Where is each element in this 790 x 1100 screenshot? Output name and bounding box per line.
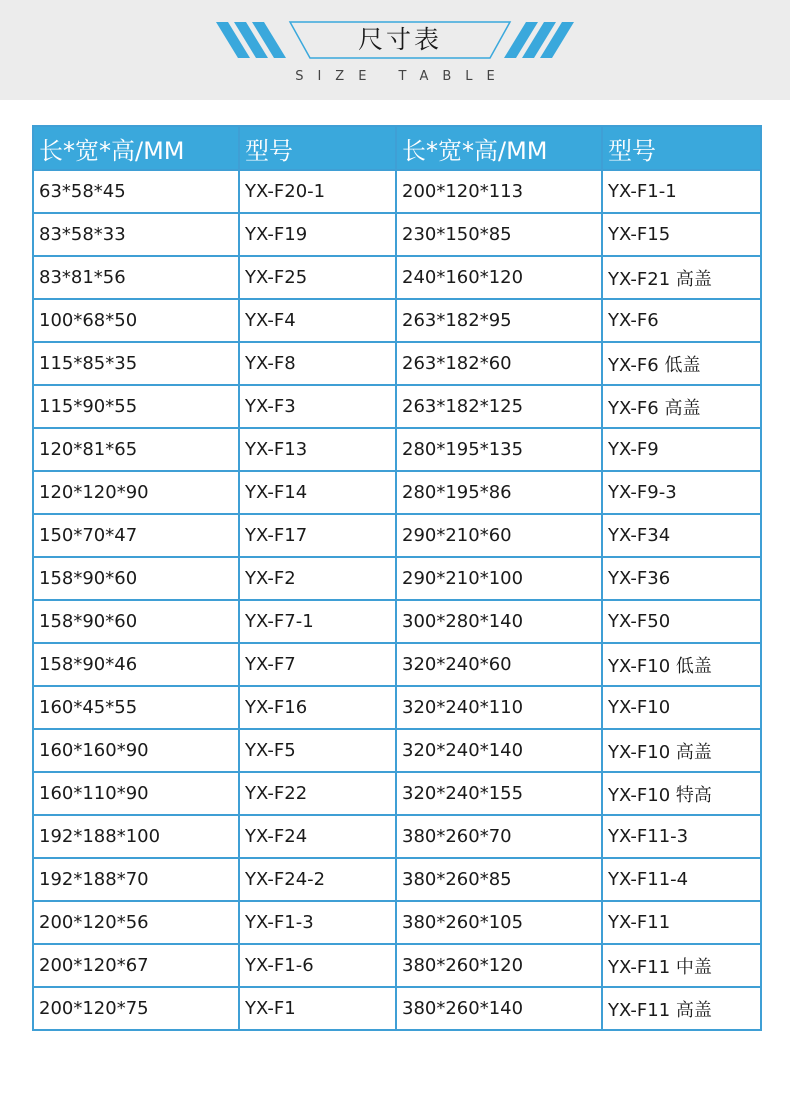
table-row — [33, 729, 761, 772]
title-banner — [0, 0, 790, 100]
header-model-left: 型号 — [239, 126, 396, 170]
model-cell: YX-F1-1 — [602, 170, 761, 213]
page-title: 尺寸表 — [357, 25, 442, 54]
model-cell: YX-F9-3 — [602, 471, 761, 514]
model-cell: YX-F13 — [239, 428, 396, 471]
dimensions-cell: 280*195*135 — [396, 428, 602, 471]
table-row — [33, 772, 761, 815]
dimensions-cell: 380*260*140 — [396, 987, 602, 1030]
size-table — [32, 125, 762, 1031]
dimensions-cell: 380*260*85 — [396, 858, 602, 901]
dimensions-cell: 320*240*155 — [396, 772, 602, 815]
model-cell: YX-F19 — [239, 213, 396, 256]
model-cell: YX-F16 — [239, 686, 396, 729]
model-cell: YX-F8 — [239, 342, 396, 385]
header-model-right: 型号 — [602, 126, 761, 170]
table-row — [33, 213, 761, 256]
model-cell: YX-F11-3 — [602, 815, 761, 858]
table-header — [33, 126, 761, 170]
model-cell: YX-F11 — [602, 901, 761, 944]
table-row — [33, 557, 761, 600]
model-cell: YX-F1 — [239, 987, 396, 1030]
table-row — [33, 256, 761, 299]
dimensions-cell: 263*182*60 — [396, 342, 602, 385]
model-cell: YX-F50 — [602, 600, 761, 643]
dimensions-cell: 158*90*60 — [33, 600, 239, 643]
dimensions-cell: 320*240*60 — [396, 643, 602, 686]
header-dimensions-left: 长*宽*高/MM — [33, 126, 239, 170]
dimensions-cell: 160*45*55 — [33, 686, 239, 729]
dimensions-cell: 263*182*95 — [396, 299, 602, 342]
dimensions-cell: 160*110*90 — [33, 772, 239, 815]
dimensions-cell: 100*68*50 — [33, 299, 239, 342]
table-row — [33, 815, 761, 858]
dimensions-cell: 300*280*140 — [396, 600, 602, 643]
model-cell: YX-F22 — [239, 772, 396, 815]
table-row — [33, 987, 761, 1030]
model-cell: YX-F10 低盖 — [602, 643, 761, 686]
table-row — [33, 471, 761, 514]
model-cell: YX-F7-1 — [239, 600, 396, 643]
model-cell: YX-F6 — [602, 299, 761, 342]
model-cell: YX-F5 — [239, 729, 396, 772]
model-cell: YX-F1-3 — [239, 901, 396, 944]
model-cell: YX-F9 — [602, 428, 761, 471]
table-row — [33, 600, 761, 643]
model-cell: YX-F6 低盖 — [602, 342, 761, 385]
dimensions-cell: 160*160*90 — [33, 729, 239, 772]
model-cell: YX-F14 — [239, 471, 396, 514]
dimensions-cell: 83*58*33 — [33, 213, 239, 256]
model-cell: YX-F34 — [602, 514, 761, 557]
dimensions-cell: 192*188*70 — [33, 858, 239, 901]
model-cell: YX-F7 — [239, 643, 396, 686]
dimensions-cell: 380*260*70 — [396, 815, 602, 858]
table-row — [33, 643, 761, 686]
model-cell: YX-F17 — [239, 514, 396, 557]
model-cell: YX-F11-4 — [602, 858, 761, 901]
dimensions-cell: 158*90*46 — [33, 643, 239, 686]
dimensions-cell: 290*210*100 — [396, 557, 602, 600]
header-row — [33, 126, 761, 170]
dimensions-cell: 150*70*47 — [33, 514, 239, 557]
dimensions-cell: 83*81*56 — [33, 256, 239, 299]
dimensions-cell: 280*195*86 — [396, 471, 602, 514]
model-cell: YX-F15 — [602, 213, 761, 256]
dimensions-cell: 230*150*85 — [396, 213, 602, 256]
model-cell: YX-F2 — [239, 557, 396, 600]
dimensions-cell: 115*85*35 — [33, 342, 239, 385]
table-row — [33, 858, 761, 901]
dimensions-cell: 200*120*67 — [33, 944, 239, 987]
table-body — [33, 170, 761, 1030]
model-cell: YX-F4 — [239, 299, 396, 342]
model-cell: YX-F6 高盖 — [602, 385, 761, 428]
table-row — [33, 901, 761, 944]
table-row — [33, 385, 761, 428]
model-cell: YX-F10 — [602, 686, 761, 729]
model-cell: YX-F36 — [602, 557, 761, 600]
table-row — [33, 342, 761, 385]
dimensions-cell: 120*120*90 — [33, 471, 239, 514]
model-cell: YX-F25 — [239, 256, 396, 299]
table-row — [33, 944, 761, 987]
table-row — [33, 686, 761, 729]
model-cell: YX-F11 中盖 — [602, 944, 761, 987]
model-cell: YX-F21 高盖 — [602, 256, 761, 299]
dimensions-cell: 240*160*120 — [396, 256, 602, 299]
dimensions-cell: 380*260*105 — [396, 901, 602, 944]
dimensions-cell: 120*81*65 — [33, 428, 239, 471]
dimensions-cell: 263*182*125 — [396, 385, 602, 428]
table-row — [33, 428, 761, 471]
model-cell: YX-F11 高盖 — [602, 987, 761, 1030]
page-subtitle: SIZE TABLE — [295, 69, 509, 84]
dimensions-cell: 158*90*60 — [33, 557, 239, 600]
table-row — [33, 299, 761, 342]
dimensions-cell: 115*90*55 — [33, 385, 239, 428]
model-cell: YX-F10 特高 — [602, 772, 761, 815]
dimensions-cell: 320*240*110 — [396, 686, 602, 729]
dimensions-cell: 192*188*100 — [33, 815, 239, 858]
table-row — [33, 514, 761, 557]
dimensions-cell: 200*120*56 — [33, 901, 239, 944]
dimensions-cell: 200*120*113 — [396, 170, 602, 213]
dimensions-cell: 63*58*45 — [33, 170, 239, 213]
dimensions-cell: 290*210*60 — [396, 514, 602, 557]
model-cell: YX-F24-2 — [239, 858, 396, 901]
model-cell: YX-F1-6 — [239, 944, 396, 987]
model-cell: YX-F20-1 — [239, 170, 396, 213]
dimensions-cell: 320*240*140 — [396, 729, 602, 772]
dimensions-cell: 200*120*75 — [33, 987, 239, 1030]
model-cell: YX-F10 高盖 — [602, 729, 761, 772]
model-cell: YX-F24 — [239, 815, 396, 858]
table-row — [33, 170, 761, 213]
dimensions-cell: 380*260*120 — [396, 944, 602, 987]
model-cell: YX-F3 — [239, 385, 396, 428]
header-dimensions-right: 长*宽*高/MM — [396, 126, 602, 170]
